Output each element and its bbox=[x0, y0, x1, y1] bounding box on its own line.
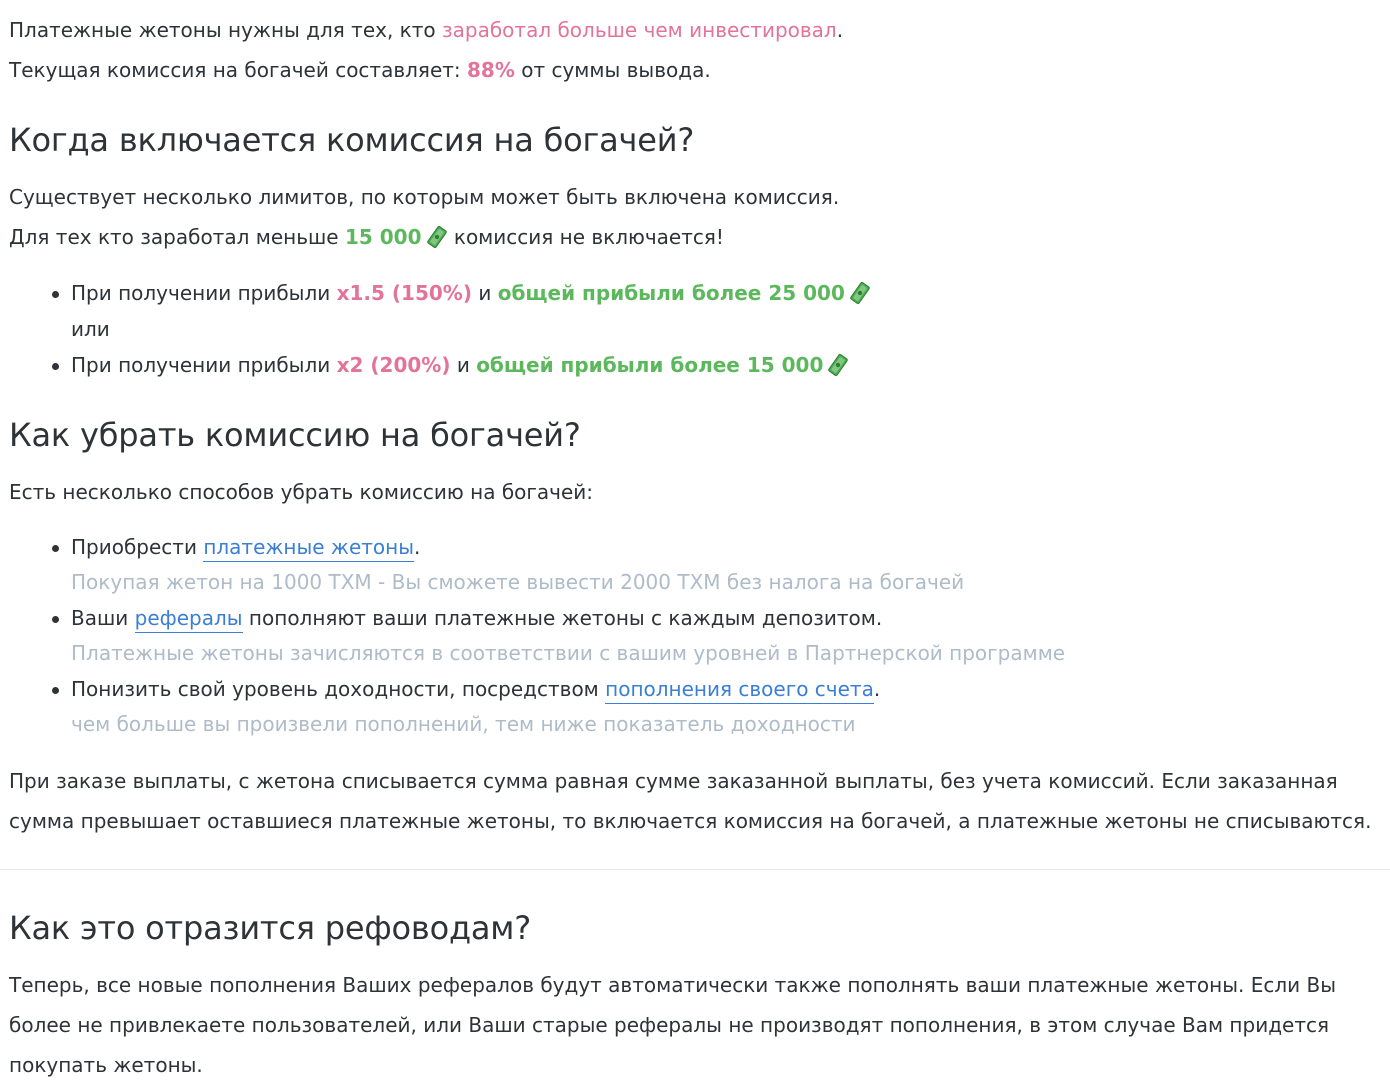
method-hint: Покупая жетон на 1000 TXM - Вы сможете вывести 2000 TXM без налога на богачей bbox=[71, 570, 965, 594]
limit-1-multiplier: x1.5 (150%) bbox=[336, 281, 472, 305]
bullet-dot bbox=[52, 363, 59, 370]
commission-value: 88% bbox=[467, 58, 515, 82]
list-item bbox=[9, 275, 1389, 347]
deposit-account-link[interactable]: пополнения своего счета bbox=[605, 677, 874, 704]
method-3-prefix: Понизить свой уровень доходности, посредством bbox=[71, 677, 606, 701]
limit-2-profit: общей прибыли более 15 000 bbox=[476, 353, 824, 377]
intro-period: . bbox=[836, 18, 844, 42]
list-item bbox=[9, 347, 1389, 383]
limit-1-prefix: При получении прибыли bbox=[71, 281, 337, 305]
commission-label: Текущая комиссия на богачей составляет: bbox=[9, 58, 467, 82]
list-item bbox=[9, 529, 1389, 600]
method-2 bbox=[71, 600, 1389, 636]
threshold-suffix: комиссия не включается! bbox=[447, 225, 724, 249]
money-bill-icon bbox=[849, 281, 871, 305]
referrals-link[interactable]: рефералы bbox=[135, 606, 243, 633]
limit-1-and: и bbox=[471, 281, 498, 305]
list-item bbox=[9, 600, 1389, 671]
method-2-suffix: пополняют ваши платежные жетоны с каждым депозитом. bbox=[242, 606, 883, 630]
threshold-prefix: Для тех кто заработал меньше bbox=[9, 225, 345, 249]
methods-list bbox=[9, 529, 1389, 742]
threshold-value: 15 000 bbox=[344, 225, 422, 249]
section-title-when: Когда включается комиссия на богачей? bbox=[9, 121, 695, 159]
remove-intro: Есть несколько способов убрать комиссию на богачей: bbox=[9, 480, 594, 504]
bullet-dot bbox=[52, 291, 59, 298]
bullet-dot bbox=[52, 545, 59, 552]
method-3-suffix: . bbox=[873, 677, 881, 701]
limits-list bbox=[9, 275, 1389, 383]
limits-text: Существует несколько лимитов, по которым может быть включена комиссия. bbox=[9, 185, 840, 209]
method-1 bbox=[71, 529, 1389, 565]
payout-note: При заказе выплаты, с жетона списывается сумма равная сумме заказанной выплаты, без учета комиссий. Если заказанная сумма превышает оставшиеся платежные жетоны, то включается комиссия на богачей, а платежные жетоны не списываются. bbox=[9, 769, 1372, 833]
method-hint: Платежные жетоны зачисляются в соответствии с вашим уровней в Партнерской программе bbox=[71, 641, 1066, 665]
threshold-line bbox=[9, 217, 1389, 257]
method-3 bbox=[71, 671, 1389, 707]
method-1-prefix: Приобрести bbox=[71, 535, 204, 559]
article-content bbox=[9, 10, 1389, 1085]
method-hint: чем больше вы произвели пополнений, тем ниже показатель доходности bbox=[71, 712, 856, 736]
commission-suffix: от суммы вывода. bbox=[514, 58, 711, 82]
or-text: или bbox=[71, 317, 110, 341]
method-1-suffix: . bbox=[414, 535, 421, 559]
intro-line-2 bbox=[9, 50, 1389, 90]
referrers-text: Теперь, все новые пополнения Ваших рефералов будут автоматически также пополнять ваши платежные жетоны. Если Вы более не привлекаете пользователей, или Ваши старые рефералы не производят пополнения, в этом случае Вам придется покупать жетоны. bbox=[9, 973, 1337, 1077]
section-title-referrers: Как это отразится рефоводам? bbox=[9, 909, 532, 947]
limit-2-prefix: При получении прибыли bbox=[71, 353, 337, 377]
intro-highlight: заработал больше чем инвестировал bbox=[442, 18, 837, 42]
limit-2 bbox=[71, 347, 1389, 383]
payment-tokens-link[interactable]: платежные жетоны bbox=[203, 535, 414, 562]
limit-2-multiplier: x2 (200%) bbox=[336, 353, 451, 377]
bullet-dot bbox=[52, 687, 59, 694]
limit-2-and: и bbox=[450, 353, 477, 377]
list-item bbox=[9, 671, 1389, 742]
intro-text: Платежные жетоны нужны для тех, кто bbox=[9, 18, 442, 42]
limit-1 bbox=[71, 275, 1389, 311]
money-bill-icon bbox=[827, 353, 849, 377]
bullet-dot bbox=[52, 616, 59, 623]
money-bill-icon bbox=[426, 225, 448, 249]
intro-line-1 bbox=[9, 10, 1389, 50]
section-title-remove: Как убрать комиссию на богачей? bbox=[9, 416, 581, 454]
method-2-prefix: Ваши bbox=[71, 606, 135, 630]
limit-1-profit: общей прибыли более 25 000 bbox=[497, 281, 845, 305]
